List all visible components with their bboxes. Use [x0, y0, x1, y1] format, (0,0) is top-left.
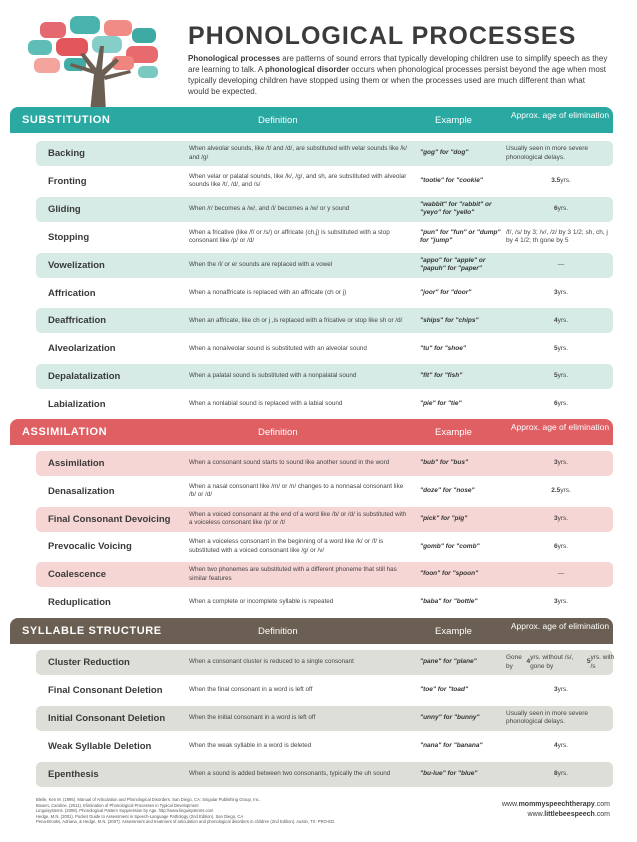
column-header-age: Approx. age of elimination: [510, 110, 610, 120]
table-row: [36, 762, 613, 787]
table-row: [36, 678, 613, 703]
table-row: [36, 706, 613, 731]
age-number: 4: [553, 741, 558, 749]
process-definition: When the initial consonant in a word is left off: [189, 714, 316, 722]
process-age: [506, 364, 616, 389]
column-header-definition: Definition: [258, 427, 298, 438]
process-example: "pick" for "pig": [420, 514, 468, 522]
table-row: [36, 562, 613, 587]
age-unit: yrs.: [557, 316, 569, 324]
table-row: [36, 534, 613, 559]
process-name: Coalescence: [48, 569, 107, 581]
table-row: [36, 364, 613, 389]
age-number: 3: [553, 514, 558, 522]
table-row: [36, 479, 613, 504]
process-example: "unny" for "bunny": [420, 714, 480, 722]
reference-item: Bleile, Ken M. (1995). Manual of Articulation and Phonological Disorders. San Diego, CA: Singular Publishing Group, Inc.: [36, 797, 260, 802]
section-header-syllable-structure: [10, 618, 613, 644]
process-definition: When a consonant cluster is reduced to a single consonant: [189, 658, 354, 666]
process-example: "bu-lue" for "blue": [420, 769, 478, 777]
process-definition: When a consonant sound starts to sound like another sound in the word: [189, 459, 390, 467]
process-name: Denasalization: [48, 485, 115, 497]
process-age: [506, 451, 616, 476]
process-age: —: [557, 260, 565, 268]
process-example: "ships" for "chips": [420, 316, 479, 324]
process-definition: When /r/ becomes a /w/, and /l/ becomes a /w/ or y sound: [189, 205, 350, 213]
section-title: ASSIMILATION: [22, 426, 108, 438]
age-number: 3: [553, 686, 558, 694]
age-number: 5: [553, 344, 558, 352]
process-name: Cluster Reduction: [48, 657, 130, 668]
process-name: Prevocalic Voicing: [48, 541, 132, 553]
process-definition: When a complete or incomplete syllable is repeated: [189, 598, 334, 606]
process-age: [506, 650, 616, 675]
table-row: [36, 225, 613, 250]
process-age: Usually seen in more severe phonological delays.: [506, 709, 589, 726]
process-example: "appo" for "apple" or "papuh" for "paper": [420, 256, 486, 273]
table-row: [36, 392, 613, 417]
column-header-definition: Definition: [258, 626, 298, 637]
process-age: [506, 479, 616, 504]
age-unit: yrs.: [557, 400, 569, 408]
process-definition: When a nonlabial sound is replaced with a labial sound: [189, 400, 343, 408]
age-number: 5: [553, 372, 558, 380]
table-row: [36, 281, 613, 306]
process-age: [506, 281, 616, 306]
process-definition: When a fricative (like /f/ or /s/) or affricate (ch,j) is substituted with a stop consonant like /p/ or /d/: [189, 228, 390, 245]
process-age: Usually seen in more severe phonological delays.: [506, 145, 589, 161]
process-example: "fit" for "fish": [420, 372, 463, 380]
section-header-substitution: [10, 107, 613, 133]
process-definition: When the /l/ or er sounds are replaced with a vowel: [189, 260, 333, 268]
process-example: "pane" for "plane": [420, 658, 477, 666]
process-age: [506, 762, 616, 787]
age-number: 3: [553, 459, 558, 467]
age-unit: yrs.: [557, 686, 569, 694]
age-unit: yrs.: [557, 769, 569, 777]
column-header-age: Approx. age of elimination: [510, 422, 610, 432]
age-number: 6: [553, 205, 558, 213]
column-header-example: Example: [435, 115, 472, 126]
table-row: [36, 141, 613, 166]
column-header-definition: Definition: [258, 115, 298, 126]
process-name: Reduplication: [48, 597, 111, 608]
process-name: Deaffrication: [48, 315, 107, 327]
table-row: [36, 197, 613, 222]
age-unit: yrs.: [560, 177, 571, 185]
tree-logo: [20, 14, 170, 114]
process-definition: When a nonalveolar sound is substituted with an alveolar sound: [189, 344, 367, 352]
age-number: 6: [553, 400, 558, 408]
website-mommyspeechtherapy[interactable]: www.mommyspeechtherapy.com: [501, 801, 610, 808]
table-row: [36, 734, 613, 759]
section-header-assimilation: [10, 419, 613, 445]
process-age: [506, 392, 616, 417]
intro-term-disorder: phonological disorder: [264, 65, 349, 74]
process-age: —: [557, 570, 565, 578]
intro-paragraph: [188, 53, 608, 97]
age-number: 4: [526, 658, 531, 666]
intro-text-1: are patterns of sound errors that typically developing children use to simplify speech as they are learning to talk. A: [188, 54, 608, 74]
column-header-example: Example: [435, 427, 472, 438]
age-unit: yrs.: [557, 344, 569, 352]
process-name: Depalatalization: [48, 371, 121, 383]
process-example: "nana" for "banana": [420, 741, 483, 749]
process-example: "tu" for "shoe": [420, 344, 466, 352]
reference-item: Linguisystems. (2008). Phonological Pattern Suppression by Age. http://www.linguisystems.com: [36, 808, 214, 814]
age-unit: yrs.: [557, 598, 569, 606]
process-age: [506, 308, 616, 333]
process-age: [506, 590, 616, 615]
process-example: "pie" for "tie": [420, 400, 462, 408]
process-example: "doze" for "nose": [420, 487, 475, 495]
process-age: [506, 534, 616, 559]
process-name: Weak Syllable Deletion: [48, 740, 152, 752]
process-name: Fronting: [48, 175, 87, 187]
age-unit: yrs.: [557, 372, 569, 380]
age-number: 2.5: [551, 487, 561, 495]
process-name: Final Consonant Devoicing: [48, 513, 171, 525]
process-example: "joor" for "door": [420, 288, 472, 296]
page-title: PHONOLOGICAL PROCESSES: [188, 22, 577, 50]
process-example: "gog" for "dog": [420, 149, 469, 157]
age-unit: yrs.: [557, 459, 569, 467]
table-row: [36, 650, 613, 675]
table-row: [36, 169, 613, 194]
table-row: [36, 590, 613, 615]
section-title: SYLLABLE STRUCTURE: [22, 625, 162, 637]
process-name: Affrication: [48, 287, 96, 299]
website-littlebeespeech[interactable]: www.littlebeespeech.com: [527, 811, 610, 818]
references: [36, 797, 456, 825]
process-definition: When a sound is added between two consonants, typically the uh sound: [189, 769, 391, 777]
age-number: 6: [553, 542, 558, 550]
table-row: [36, 451, 613, 476]
process-definition: When a voiced consonant at the end of a word like /b/ or /d/ is substituted with a voiceless consonant like /p/ or /t/: [189, 510, 407, 527]
age-number: 8: [553, 769, 558, 777]
age-number: 3: [553, 288, 558, 296]
process-example: "bub" for "bus": [420, 459, 469, 467]
intro-term-processes: Phonological processes: [188, 54, 281, 63]
process-name: Assimilation: [48, 458, 105, 469]
process-name: Gliding: [48, 203, 81, 215]
age-number: 5: [586, 658, 591, 666]
age-number: 3.5: [551, 177, 561, 185]
section-title: SUBSTITUTION: [22, 114, 111, 126]
reference-item: Bowen, Caroline. (2011). Elimination of Phonological Processes in Typical Development: [36, 802, 199, 808]
table-row: [36, 507, 613, 532]
process-example: "gomb" for "comb": [420, 542, 480, 550]
process-age: [506, 507, 616, 532]
age-number: 4: [553, 316, 558, 324]
process-definition: When two phonemes are substituted with a different phoneme that still has similar features: [189, 566, 397, 582]
process-name: Backing: [48, 148, 85, 159]
process-definition: When an affricate, like ch or j ,is replaced with a fricative or stop like sh or /d/: [189, 316, 403, 324]
process-definition: When a palatal sound is substituted with a nonpalatal sound: [189, 372, 357, 380]
age-unit: yrs.: [557, 741, 569, 749]
table-row: [36, 253, 613, 278]
process-name: Epenthesis: [48, 768, 99, 780]
process-name: Alveolarization: [48, 343, 116, 355]
websites: [470, 800, 610, 820]
process-age: [506, 678, 616, 703]
process-definition: When a voiceless consonant in the beginning of a word like /k/ or /f/ is substituted with a voiced consonant like /g/ or /v/: [189, 538, 384, 554]
age-unit: yrs.: [557, 205, 569, 213]
process-definition: When alveolar sounds, like /t/ and /d/, are substituted with velar sounds like /k/ and /g/: [189, 145, 408, 161]
column-header-example: Example: [435, 626, 472, 637]
age-unit: yrs.: [557, 288, 569, 296]
process-example: "pun" for "fun" or "dump" for "jump": [420, 228, 501, 245]
process-example: "foon" for "spoon": [420, 570, 479, 578]
intro-text-2: occurs when phonological processes persist beyond the age when most typically developing children have stopped using them or when the processes used are much different than what would be expected.: [188, 65, 606, 96]
process-example: "baba" for "bottle": [420, 598, 478, 606]
age-text: yrs. without /s/, gone by: [530, 654, 574, 670]
reference-item: Pena-Brooks, Adriana, & Hedge, M.N. (2007). Assessment and treatment of articulation and phonological disorders in children (2nd Edition). Austin, TX: PRO-ED.: [36, 819, 336, 825]
process-age: [506, 734, 616, 759]
process-age: [506, 336, 616, 361]
process-age: [506, 169, 616, 194]
reference-item: Hedge, M.N. (2001). Pocket Guide to Assessment in Speech-Language Pathology (2nd Edition). San Diego, CA: [36, 813, 244, 819]
process-name: Stopping: [48, 231, 90, 243]
process-age: [506, 197, 616, 222]
process-example: "tootie" for "cookie": [420, 177, 483, 185]
age-number: 3: [553, 598, 558, 606]
table-row: [36, 336, 613, 361]
process-definition: When a nonaffricate is replaced with an affricate (ch or j): [189, 288, 347, 296]
process-definition: When velar or palatal sounds, like /k/, /g/, and sh, are substituted with alveolar sounds like /t/, /d/, and /s/: [189, 172, 407, 189]
process-name: Final Consonant Deletion: [48, 684, 163, 696]
age-unit: yrs.: [557, 542, 569, 550]
process-definition: When the final consonant in a word is left off: [189, 686, 313, 694]
age-text: Gone by: [506, 654, 522, 670]
process-name: Labialization: [48, 399, 106, 411]
process-example: "toe" for "toad": [420, 686, 469, 694]
age-unit: yrs.: [560, 487, 571, 495]
age-text: yrs. with /s: [590, 654, 615, 670]
process-definition: When the weak syllable in a word is deleted: [189, 741, 312, 749]
age-unit: yrs.: [557, 514, 569, 522]
process-name: Initial Consonant Deletion: [48, 712, 166, 724]
process-example: "wabbit" for "rabbit" or "yeyo" for "yello": [420, 200, 492, 217]
process-age: /f/, /s/ by 3; /v/, /z/ by 3 1/2; sh, ch, j by 4 1/2; th gone by 5: [506, 228, 608, 245]
process-definition: When a nasal consonant like /m/ or /n/ changes to a nonnasal consonant like /b/ or /d/: [189, 482, 404, 499]
column-header-age: Approx. age of elimination: [510, 621, 610, 631]
table-row: [36, 308, 613, 333]
process-name: Vowelization: [48, 259, 105, 271]
